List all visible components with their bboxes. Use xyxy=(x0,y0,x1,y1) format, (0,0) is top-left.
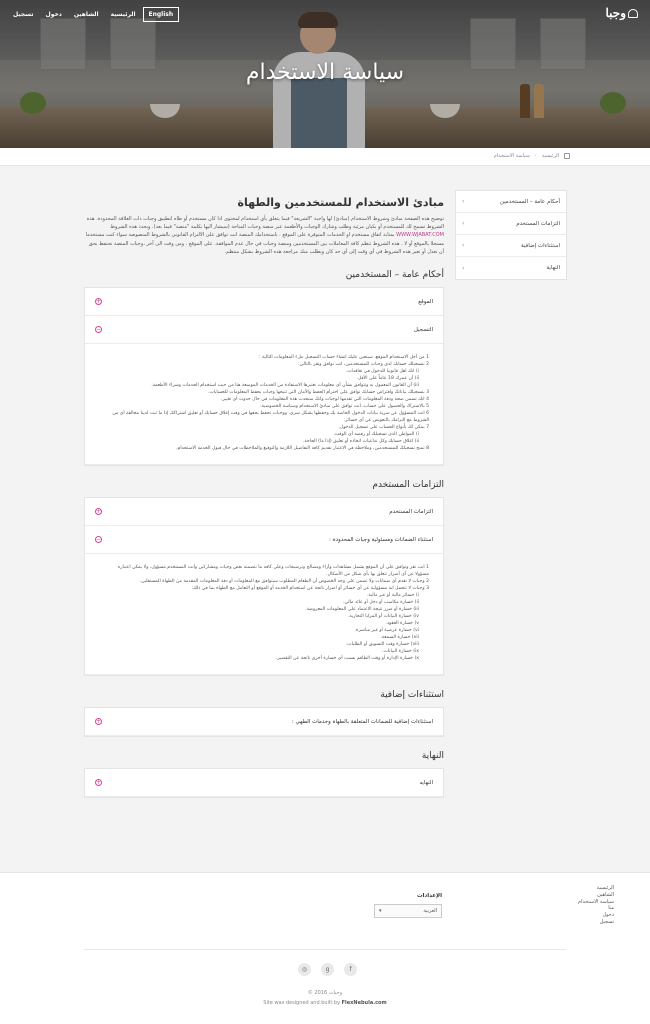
intro-line: هذه الشروط تسمح لك للمستخدم أو بكيان مرئية وطلب وشارك الوجبات والأطعمة عبر منصة وجبات المتاحة (سيشار اليها بكلمة "منصة" فيما بعد). ويحدد هذه الشروط xyxy=(86,216,444,231)
settings-label: الإعدادات xyxy=(416,893,442,899)
content-title: مبادئ الاستخدام للمستخدمين والطهاة xyxy=(237,196,444,209)
footer xyxy=(0,872,650,1024)
accordion-title: النهايه xyxy=(419,779,433,786)
breadcrumb-bar xyxy=(0,148,650,166)
list-item: vii) خسارة السمعة. xyxy=(380,635,419,641)
list-item: vi) خسارة عرضية أو غير مباشرة. xyxy=(354,628,419,634)
nav-link-home[interactable]: الرئيسية xyxy=(110,11,136,18)
main-content xyxy=(84,196,444,798)
sidebar-item-label: استثناءات إضافية xyxy=(521,242,560,249)
breadcrumb-home[interactable]: الرئيسية xyxy=(541,153,559,159)
settings-block xyxy=(374,893,442,918)
intro-line: توضيح هذه الصفحة مبادئ وشروط الاستخدام (مبادئ) لها واجبة "الشريعة" فيما يتعلق بأي استخدام لمحتوى اذا كان مستخدم أو طاه لتطبيق وجبات ذات العلاقة المحدودة. xyxy=(96,216,444,222)
accordion-header-disclaimer[interactable] xyxy=(85,526,443,554)
credit-link[interactable]: FlexNebula.com xyxy=(341,1000,387,1006)
credit-line xyxy=(0,1000,650,1006)
list-item: 1 من أجل الاستخدام الموقع، سيتعين عليك انشاء حساب التسجيل ملء المعلومات التالية : xyxy=(258,355,429,361)
list-item: 6 انت المسؤول عن سرية بيانات الدخول الخاصة بك وحفظها بشكل سري، ووجبات تحفظ بحقها في وقت إغلاق حسابك أو تعليق اشتراكك إذا ما ثبت لدينا مخالفة أي من الشروط مع التزامك بالتعويض عن أي خسائر. xyxy=(112,411,429,424)
instagram-icon[interactable]: ◎ xyxy=(298,963,311,976)
list-item: i) خسائر مالية أو غير مالية. xyxy=(366,593,419,599)
list-item: 1 انت تقر وتوافق على أن الموقع يشمل مشاهدات وآراء ومصالح وترشيحات وعلى كافة ما تتضمنه بعض وجبات ومشاركين وأنت المستخدم مسؤول، ولا يمكن اعتباره مسؤولا عن أي أضرار تتعلق بها بأي شكل من الأشكال. xyxy=(117,565,429,578)
footer-link-about[interactable]: منا xyxy=(608,905,614,912)
list-item: 2 بتسجيلك حسابك لدى وجبات للمستخدمين، انت توافق وتقر بالتالي: xyxy=(298,362,429,368)
nav-link-register[interactable]: تسجيل xyxy=(13,11,34,18)
logo[interactable] xyxy=(600,6,638,20)
section-exceptions xyxy=(84,690,444,737)
facebook-icon[interactable]: f xyxy=(344,963,357,976)
accordion-header-site[interactable] xyxy=(85,288,443,316)
home-icon[interactable] xyxy=(564,153,570,159)
list-item: 5 بالاشتراك والحصول على حساب، انت توافق على مبادئ الاستخدام وسياسة الخصوصية. xyxy=(260,404,429,410)
list-item: 8 تمنح تسجيلك للمستخدمين، وملاحظة في الاعتبار تقديم كافة التفاصيل اللازمة والتوقيع والملاحظات في حال قبول الخدمة الاستخدام. xyxy=(176,446,429,452)
nav-link-shaheen[interactable]: الشاهين xyxy=(73,11,99,18)
list-item: 7 يمكن لك بأنواع الحساب على تسجيل الدخول. xyxy=(338,425,429,431)
hero-banner xyxy=(0,0,650,148)
list-item: 3 وجبات لا تتحمل اية مسؤولية عن أي خسائر أو اضرار ناتجة عن استخدام الخدمة أو الموقع أو التعامل مع الطهاة بما في ذلك: xyxy=(191,586,429,592)
logo-text: وجبا xyxy=(605,6,626,20)
breadcrumb-current: سياسة الاستخدام xyxy=(493,153,530,159)
accordion-body-disclaimer xyxy=(85,554,443,675)
list-item: ii) خسارة مكاسب أو دخل أو عائد مالي. xyxy=(342,600,419,606)
list-item: ix) خسارة البيانات. xyxy=(382,649,419,655)
section-heading: استثناءات إضافية xyxy=(380,690,444,701)
accordion-header-obligations[interactable] xyxy=(85,498,443,526)
language-select-value: العربية xyxy=(423,908,437,914)
list-item: x) خسارة الإدارة أو وقت الطاقم بسبب أي خسارة أخرى ناتجة عن التقصير. xyxy=(275,656,419,662)
chevron-left-icon: ‹ xyxy=(462,198,465,205)
list-item: i) المواطن الذي تسجيلك أو رفضه أي الوقت. xyxy=(333,432,419,438)
list-item: v) خسارة العقود. xyxy=(385,621,419,627)
footer-link-register[interactable]: تسجيل xyxy=(599,918,614,925)
list-item: 3 بتسجيلك بياناتك وافتراض حسابك توافق على احترام الحفظ والأمان التي تتيحها وجبات بحفظ المعلومات للحسابات. xyxy=(207,390,429,396)
plus-icon[interactable]: + xyxy=(96,508,102,516)
site-link[interactable]: WWW.WJABAT.COM xyxy=(396,232,444,239)
section-heading: النهاية xyxy=(421,751,444,762)
breadcrumb xyxy=(494,153,570,159)
sidebar-item-label: التزامات المستخدم xyxy=(516,220,560,227)
accordion-title: الموقع xyxy=(418,298,433,305)
sidebar-item-end[interactable] xyxy=(456,257,566,279)
breadcrumb-separator: › xyxy=(534,153,537,159)
list-item: iii) خسارة أو ضرر نتيجة الاعتماد على المعلومات المعروضة. xyxy=(305,607,419,613)
list-item: i) انك اهل قانونيا للدخول في تعاقدات. xyxy=(345,369,419,375)
language-select[interactable] xyxy=(374,904,442,918)
chef-hat-icon xyxy=(628,9,638,18)
sidebar-item-general[interactable] xyxy=(456,191,566,213)
list-item: 4 انك تضمن صحة ودقة المعلومات التي تقدمها لوجبات وانك ستحدث هذه المعلومات في حال حدوث أي تغيير. xyxy=(220,397,429,403)
google-plus-icon[interactable]: g xyxy=(321,963,334,976)
list-item: ii) اغلاق حسابك وكل تداعيات اتخاذه أو تعليق (إذا ما) الحاجة. xyxy=(302,439,419,445)
accordion-title: استثناء الضمانات ومسئولية وجبات المحدودة : xyxy=(329,536,433,543)
accordion xyxy=(84,287,444,466)
chevron-down-icon: ▾ xyxy=(379,908,382,914)
accordion-body-registration xyxy=(85,344,443,465)
copyright: © وجبات 2016 xyxy=(307,990,343,996)
section-heading: أحكام عامة – المستخدمين xyxy=(345,270,444,281)
minus-icon[interactable]: − xyxy=(96,326,102,334)
section-heading: التزامات المستخدم xyxy=(372,480,444,491)
sidebar xyxy=(455,190,567,280)
chevron-left-icon: ‹ xyxy=(462,220,465,227)
sidebar-item-label: النهاية xyxy=(546,265,560,271)
accordion-title: التزامات المستخدم xyxy=(389,508,433,515)
language-switch-button[interactable]: English xyxy=(143,7,180,22)
list-item: iii) أن القانون المعمول به وتتوافق بشأن أي معلومات نعتبرها الاستفادة من الخدمات الموسعة هنا من حيث استخدام الخدمات وشراء الأطعمة. xyxy=(151,383,419,389)
intro-line: على الموقع . ومن وقت الى آخر ،وجبات المنصة تحتفظ بحق أن تعدل أو تغير هذه الشروط في أي وقت إلى أي حد كان ويطلب منك مراجعة هذه الشروط بشكل منتظم. xyxy=(88,240,444,255)
accordion xyxy=(84,768,444,798)
intro-text xyxy=(84,215,444,256)
sidebar-item-exceptions[interactable] xyxy=(456,235,566,257)
credit-prefix: Site was designed and built by xyxy=(263,1000,341,1006)
footer-link-terms[interactable]: سياسة الاستخدام xyxy=(578,898,614,905)
section-general xyxy=(84,270,444,466)
footer-links xyxy=(554,885,614,926)
footer-link-home[interactable]: الرئيسية xyxy=(596,885,614,891)
top-nav xyxy=(8,7,179,22)
accordion xyxy=(84,497,444,676)
plus-icon[interactable]: + xyxy=(96,718,102,726)
accordion-header-end[interactable] xyxy=(85,769,443,797)
nav-link-login[interactable]: دخول xyxy=(45,11,62,18)
section-obligations xyxy=(84,480,444,676)
footer-link-login[interactable]: دخول xyxy=(602,912,614,919)
social-links xyxy=(298,963,357,976)
accordion-title: استثناءات إضافية للضمانات المتعلقة بالطهاة وخدمات الطهي : xyxy=(291,718,433,725)
footer-link-shaheen[interactable]: الشاهين xyxy=(597,891,614,898)
accordion-header-registration[interactable] xyxy=(85,316,443,344)
accordion-title: التسجيل xyxy=(413,326,433,333)
list-item: ii) أن عمرك 18 عاماً على الأقل. xyxy=(356,376,419,382)
chevron-left-icon: ‹ xyxy=(462,242,465,249)
chevron-left-icon: ‹ xyxy=(462,264,465,272)
minus-icon[interactable]: − xyxy=(96,536,102,544)
sidebar-item-obligations[interactable] xyxy=(456,213,566,235)
list-item: viii) خسارة وقت التسويق أو الطلبات. xyxy=(345,642,419,648)
footer-divider xyxy=(84,949,566,950)
list-item: 2 وجبات لا تقدم أي ضمانات ولا تضمن على وجه الخصوص أن الطعام المطلوب سيتوافق مع المعلومات أو دقة المعلومات المقدمة من الطهاة المستقلين. xyxy=(139,579,429,585)
sidebar-item-label: أحكام عامة – المستخدمين xyxy=(499,198,560,205)
accordion xyxy=(84,707,444,737)
intro-line: بمثابة اتفاق مستخدم او الحدمات المتوفرة على الموقع . باستخدامك المنصة انت توافق على الالتزام القانوني بالشروط المنصوصة سواء كنت مستخدما مسجلا بالموقع أو لا . هذه الشروط تنظم كافة المعاملات بين المستخدمين ومنصة وجبات في حال عدم الموافقة. xyxy=(85,232,444,247)
plus-icon[interactable]: + xyxy=(96,779,102,787)
section-end xyxy=(84,751,444,798)
plus-icon[interactable]: + xyxy=(96,298,102,306)
list-item: iv) خسارة البيانات أو المزايا التجارية. xyxy=(347,614,419,620)
page-title: سياسة الاستخدام xyxy=(245,60,405,85)
accordion-header-exceptions[interactable] xyxy=(85,708,443,736)
